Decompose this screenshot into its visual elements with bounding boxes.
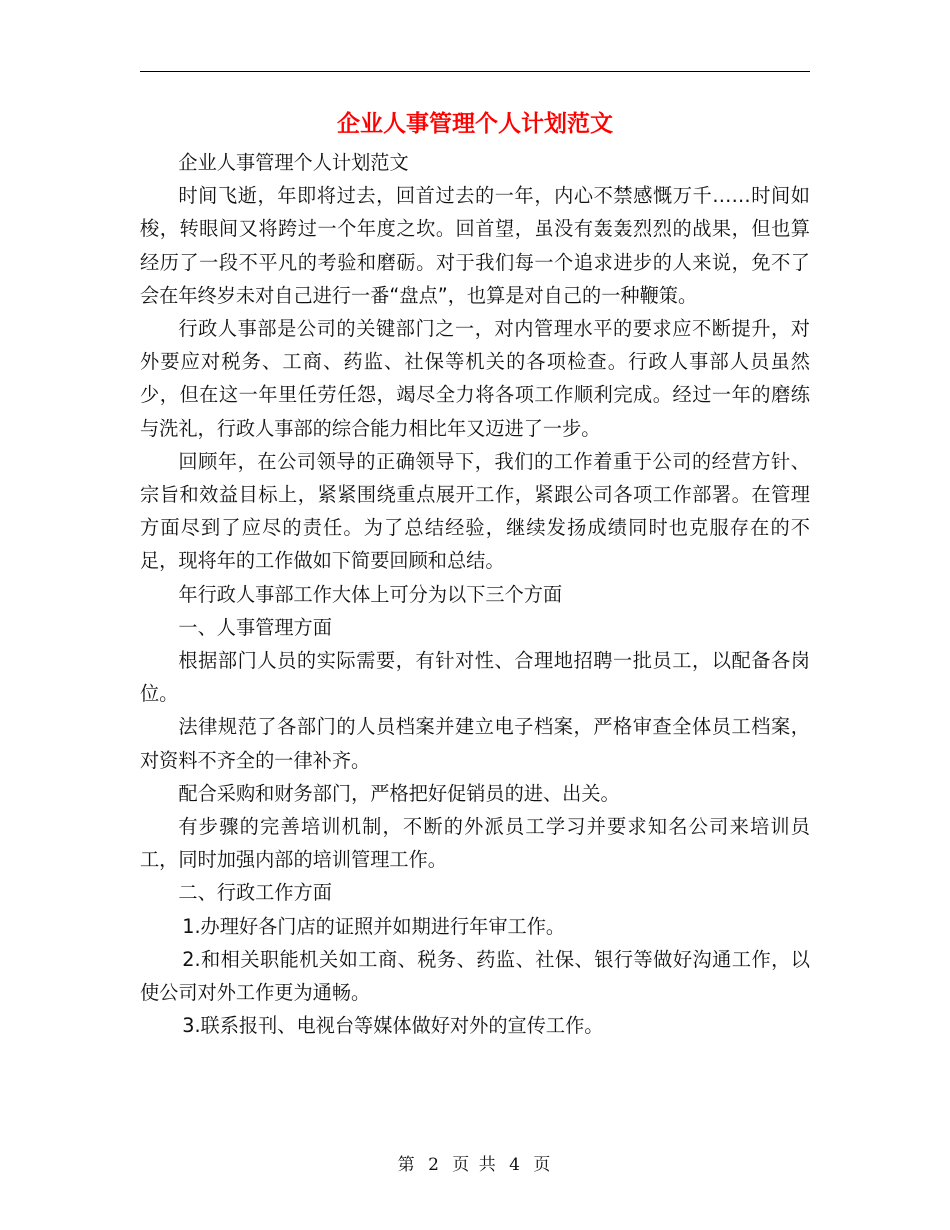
section-heading-admin: 二、行政工作方面 — [178, 881, 332, 905]
section-heading-hr: 一、人事管理方面 — [178, 615, 332, 639]
header-rule — [140, 71, 810, 72]
paragraph-intro: 时间飞逝，年即将过去，回首过去的一年，内心不禁感慨万千……时间如梭，转眼间又将跨过一个年度之坎。回首望，虽没有轰轰烈烈的战果，但也算经历了一段不平凡的考验和磨砺。对于我们每一个追求进步的人来说，免不了会在年终岁未对自己进行一番“盘点”，也算是对自己的一种鞭策。 — [140, 184, 810, 307]
document-body — [140, 146, 810, 1042]
paragraph-department: 行政人事部是公司的关键部门之一，对内管理水平的要求应不断提升，对外要应对税务、工商、药监、社保等机关的各项检查。行政人事部人员虽然少，但在这一年里任劳任怨，竭尽全力将各项工作顺利完成。经过一年的磨练与洗礼，行政人事部的综合能力相比年又迈进了一步。 — [140, 317, 810, 440]
document-title: 企业人事管理个人计划范文 — [337, 110, 613, 137]
paragraph-recruit: 根据部门人员的实际需要，有针对性、合理地招聘一批员工，以配备各岗位。 — [140, 649, 810, 706]
footer-suffix: 页 — [533, 1155, 553, 1175]
page-footer — [0, 1150, 950, 1175]
paragraph-archives: 法律规范了各部门的人员档案并建立电子档案，严格审查全体员工档案，对资料不齐全的一律补齐。 — [140, 715, 810, 772]
footer-total-pages: 4 — [509, 1155, 522, 1175]
paragraph-overview: 年行政人事部工作大体上可分为以下三个方面 — [178, 582, 563, 606]
list-item-communication: 2.和相关职能机关如工商、税务、药监、社保、银行等做好沟通工作，以使公司对外工作更为通畅。 — [140, 947, 810, 1005]
paragraph-training: 有步骤的完善培训机制，不断的外派员工学习并要求知名公司来培训员工，同时加强内部的培训管理工作。 — [140, 815, 810, 872]
paragraph-subtitle: 企业人事管理个人计划范文 — [178, 151, 409, 174]
paragraph-promoters: 配合采购和财务部门，严格把好促销员的进、出关。 — [178, 781, 620, 805]
paragraph-review: 回顾年，在公司领导的正确领导下，我们的工作着重于公司的经营方针、宗旨和效益目标上，紧紧围绕重点展开工作，紧跟公司各项工作部署。在管理方面尽到了应尽的责任。为了总结经验，继续发扬成绩同时也克服存在的不足，现将年的工作做如下简要回顾和总结。 — [140, 449, 810, 573]
list-item-media: 3.联系报刊、电视台等媒体做好对外的宣传工作。 — [182, 1014, 604, 1038]
footer-middle: 页 共 — [452, 1155, 498, 1175]
list-item-licenses: 1.办理好各门店的证照并如期进行年审工作。 — [182, 914, 566, 938]
footer-prefix: 第 — [397, 1155, 417, 1175]
footer-page-number: 2 — [428, 1155, 441, 1175]
